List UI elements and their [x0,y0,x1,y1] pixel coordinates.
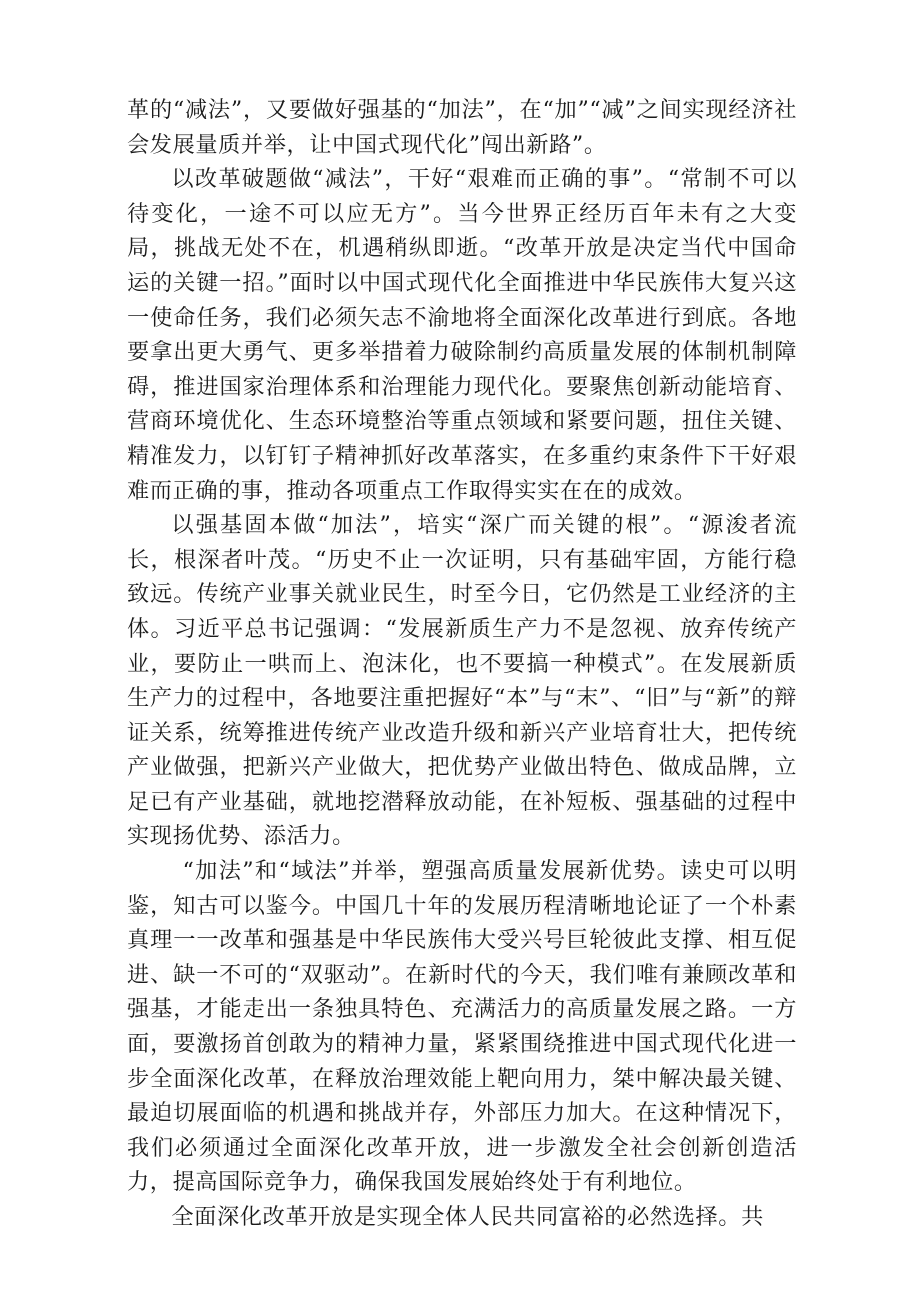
paragraph-3: 以强基固本做“加法”，培实“深广而关键的根”。“源浚者流长，根深者叶茂。“历史不止一次证明，只有基础牢固，方能行稳致远。传统产业事关就业民生，时至今日，它仍然是工业经济的主体。习近平总书记强调：“发展新质生产力不是忽视、放弃传统产业，要防止一哄而上、泡沫化，也不要搞一种模式”。在发展新质生产力的过程中，各地要注重把握好“本”与“末”、“旧”与“新”的辩证关系，统筹推进传统产业改造升级和新兴产业培育壮大，把传统产业做强，把新兴产业做大，把优势产业做出特色、做成品牌，立足已有产业基础，就地挖潜释放动能，在补短板、强基础的过程中实现扬优势、添活力。 [127,512,797,850]
paragraph-5: 全面深化改革开放是实现全体人民共同富裕的必然选择。共 [171,1204,764,1230]
document-page [127,93,797,1235]
paragraph-4: “加法”和“域法”并举，塑强高质量发展新优势。读史可以明鉴，知古可以鉴今。中国几十年的发展历程清晰地论证了一个朴素真理一一改革和强基是中华民族伟大受兴号巨轮彼此支撑、相互促进、缺一不可的“双驱动”。在新时代的今天，我们唯有兼顾改革和强基，才能走出一条独具特色、充满活力的高质量发展之路。一方面，要激扬首创敢为的精神力量，紧紧围绕推进中国式现代化进一步全面深化改革，在释放治理效能上靶向用力，桀中解决最关键、最迫切展面临的机遇和挑战并存，外部压力加大。在这种情况下，我们必须通过全面深化改革开放，进一步激发全社会创新创造活力，提高国际竞争力，确保我国发展始终处于有利地位。 [127,858,797,1196]
paragraph-1: 革的“减法”，又要做好强基的“加法”，在“加”“减”之间实现经济社会发展量质并举，让中国式现代化”闯出新路”。 [127,97,797,158]
paragraph-2: 以改革破题做“减法”，干好“艰难而正确的事”。“常制不可以待变化，一途不可以应无方”。当今世界正经历百年未有之大变局，挑战无处不在，机遇稍纵即逝。“改革开放是决定当代中国命运的关键一招。”面时以中国式现代化全面推进中华民族伟大复兴这一使命任务，我们必须矢志不渝地将全面深化改革进行到底。各地要拿出更大勇气、更多举措着力破除制约高质量发展的体制机制障碍，推进国家治理体系和治理能力现代化。要聚焦创新动能培育、营商环境优化、生态环境整治等重点领域和紧要问题，扭住关键、精准发力，以钉钉子精神抓好改革落实，在多重约束条件下干好艰难而正确的事，推动各项重点工作取得实实在在的成效。 [127,166,797,504]
